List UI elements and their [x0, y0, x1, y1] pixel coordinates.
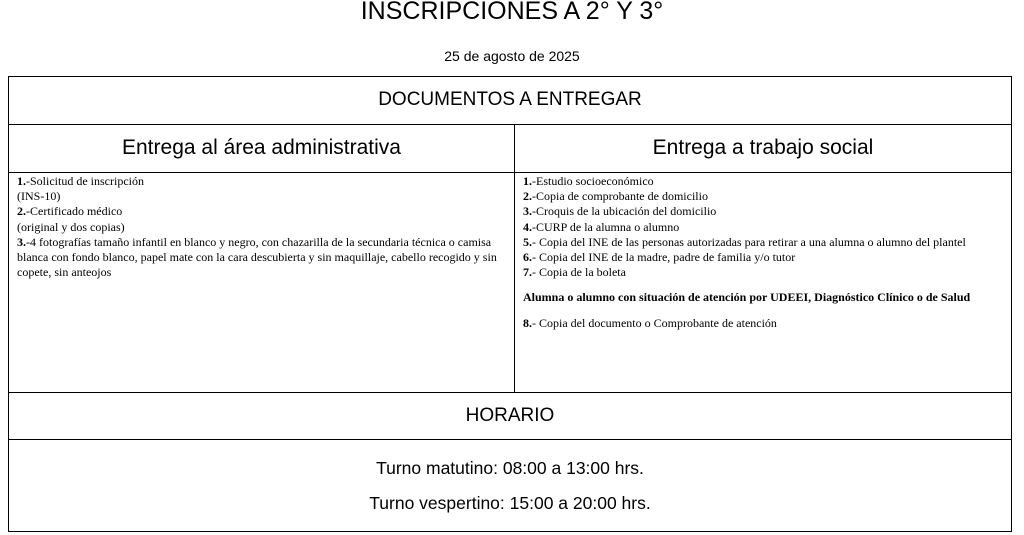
- social-item: 7.- Copia de la boleta: [523, 265, 626, 280]
- admin-item: (INS-10): [17, 189, 61, 204]
- social-item: 3.-Croquis de la ubicación del domicilio: [523, 204, 717, 219]
- requirements-table: [8, 76, 1012, 532]
- admin-item: 3.-4 fotografías tamaño infantil en blanco y negro, con chazarilla de la secundaria técnica o camisa blanca con fondo blanco, papel mate con la cara descubierta y sin maquillaje, cabello recogido y sin copete, sin anteojos: [17, 234, 497, 280]
- morning-shift: Turno matutino: 08:00 a 13:00 hrs.: [376, 458, 644, 478]
- document-date: 25 de agosto de 2025: [444, 48, 580, 64]
- column-divider: [514, 125, 515, 392]
- admin-item: 1.-Solicitud de inscripción: [17, 174, 144, 188]
- social-item: 5.- Copia del INE de las personas autorizadas para retirar a una alumna o alumno del plantel: [523, 234, 966, 249]
- admin-requirements-list: [17, 174, 509, 280]
- social-item: 6.- Copia del INE de la madre, padre de familia y/o tutor: [523, 250, 796, 265]
- divider: [9, 172, 1011, 173]
- social-item: 4.-CURP de la alumna o alumno: [523, 219, 680, 234]
- schedule-section-title: HORARIO: [465, 405, 555, 426]
- social-item: 2.-Copia de comprobante de domicilio: [523, 189, 708, 204]
- social-item: 8.- Copia del documento o Comprobante de atención: [523, 315, 777, 330]
- social-item: 1.-Estudio socioeconómico: [523, 174, 654, 188]
- special-attention-note: Alumna o alumno con situación de atención por UDEEI, Diagnóstico Clínico o de Salud: [523, 290, 971, 305]
- social-requirements-list: [523, 174, 1007, 331]
- divider: [9, 439, 1011, 440]
- admin-column-heading: Entrega al área administrativa: [122, 136, 401, 159]
- social-column-heading: Entrega a trabajo social: [652, 136, 874, 159]
- admin-item: (original y dos copias): [17, 219, 125, 234]
- admin-item: 2.-Certificado médico: [17, 204, 123, 219]
- documents-section-title: DOCUMENTOS A ENTREGAR: [378, 89, 642, 110]
- evening-shift: Turno vespertino: 15:00 a 20:00 hrs.: [369, 493, 651, 513]
- document-title: INSCRIPCIONES A 2° Y 3°: [360, 0, 664, 25]
